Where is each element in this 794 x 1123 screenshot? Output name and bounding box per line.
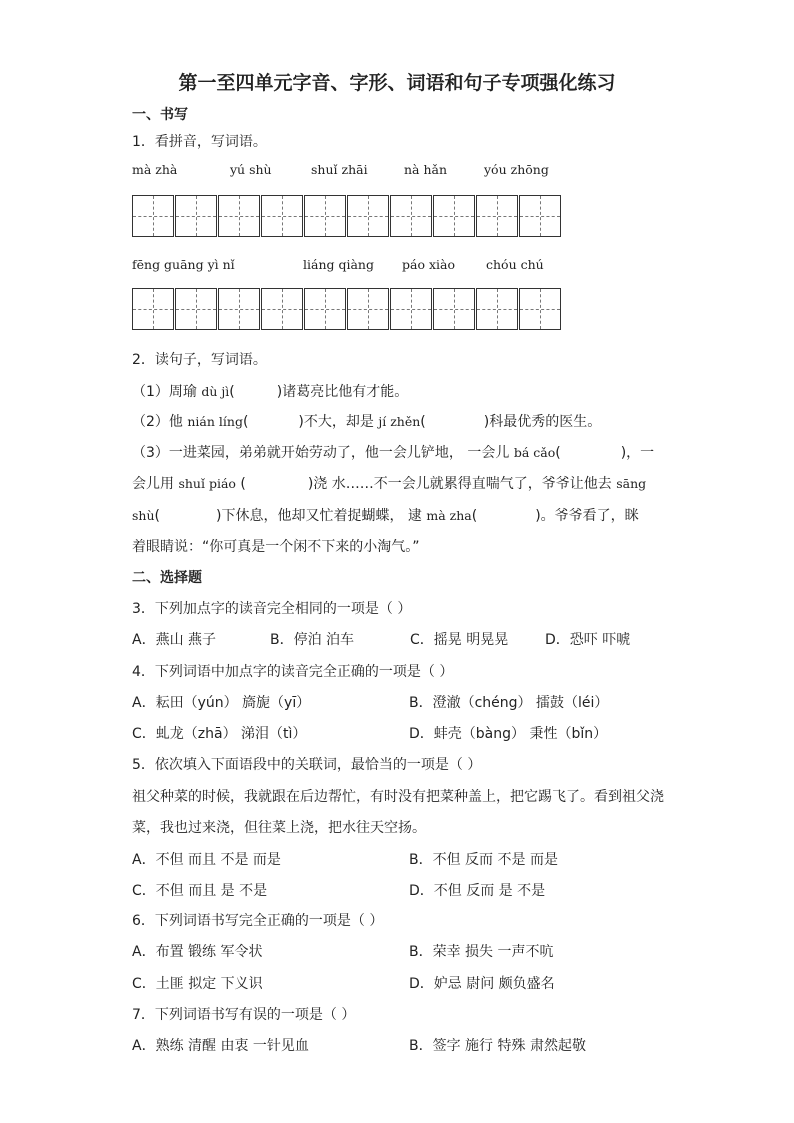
option-c[interactable]: C．摇晃 明晃晃 [410, 632, 509, 648]
writing-box[interactable] [433, 288, 475, 330]
question-1: 1．看拼音，写词语。 [132, 134, 267, 150]
pinyin-label: chóu chú [486, 257, 544, 272]
question-6: 6．下列词语书写完全正确的一项是（ ） [132, 913, 384, 929]
question-5: 5．依次填入下面语段中的关联词，最恰当的一项是（ ） [132, 757, 482, 773]
writing-grid-row-1 [132, 195, 562, 237]
blank-open: ( [420, 414, 426, 430]
sentence-3-line-4: 着眼睛说：“你可真是一个闲不下来的小淘气。” [132, 539, 420, 555]
sentence-text: （2）他 [132, 414, 183, 430]
pinyin-label: shuǐ piáo [178, 476, 236, 491]
pinyin-label: yú shù [230, 162, 272, 177]
option-b[interactable]: B．澄澈（chéng） 擂鼓（léi） [409, 695, 609, 711]
option-c[interactable]: C．土匪 拟定 下义识 [132, 976, 263, 992]
option-a[interactable]: A．不但 而且 不是 而是 [132, 852, 281, 868]
question-2: 2．读句子，写词语。 [132, 352, 267, 368]
writing-box[interactable] [390, 288, 432, 330]
sentence-3-line-2 [132, 473, 646, 493]
writing-box[interactable] [519, 288, 561, 330]
option-b[interactable]: B．签字 施行 特殊 肃然起敬 [409, 1038, 586, 1054]
writing-box[interactable] [390, 195, 432, 237]
writing-box[interactable] [261, 288, 303, 330]
sentence-3-line-1 [132, 442, 654, 462]
sentence-text: )浇 水……不一会儿就累得直喘气了，爷爷让他去 [307, 476, 612, 492]
writing-box[interactable] [132, 288, 174, 330]
pinyin-label: liáng qiàng [303, 257, 374, 272]
writing-box[interactable] [261, 195, 303, 237]
writing-box[interactable] [175, 195, 217, 237]
blank-open: ( [229, 384, 235, 400]
sentence-text: )科最优秀的医生。 [483, 414, 602, 430]
sentence-text: )，一 [620, 445, 655, 461]
sentence-3-line-3 [132, 505, 639, 525]
section-writing: 一、书写 [132, 107, 188, 123]
option-a[interactable]: A．耘田（yún） 旖旎（yī） [132, 695, 311, 711]
pinyin-label: dù jì [201, 384, 230, 399]
sentence-text: 会儿用 [132, 476, 174, 492]
writing-box[interactable] [347, 195, 389, 237]
sentence-text: )下休息，他却又忙着捉蝴蝶， 逮 [216, 508, 422, 524]
sentence-1 [132, 381, 408, 401]
question-3: 3．下列加点字的读音完全相同的一项是（ ） [132, 601, 412, 617]
blank-open: ( [242, 414, 249, 430]
pinyin-label: shuǐ zhāi [311, 162, 368, 177]
option-a[interactable]: A．燕山 燕子 [132, 632, 217, 648]
option-b[interactable]: B．不但 反而 不是 而是 [409, 852, 558, 868]
writing-box[interactable] [304, 195, 346, 237]
page-title: 第一至四单元字音、字形、词语和句子专项强化练习 [178, 72, 616, 94]
blank-open: ( [471, 508, 478, 524]
blank-open: ( [154, 508, 160, 524]
passage-line: 菜，我也过来浇，但往菜上浇，把水往天空扬。 [132, 820, 426, 836]
option-b[interactable]: B．荣幸 损失 一声不吭 [409, 944, 554, 960]
writing-box[interactable] [132, 195, 174, 237]
sentence-text: （3）一进菜园，弟弟就开始劳动了，他一会儿铲地， 一会儿 [132, 445, 510, 461]
pinyin-label: mà zha [426, 508, 472, 523]
writing-box[interactable] [218, 288, 260, 330]
option-d[interactable]: D．恐吓 吓唬 [545, 632, 631, 648]
writing-box[interactable] [519, 195, 561, 237]
writing-box[interactable] [476, 195, 518, 237]
writing-box[interactable] [476, 288, 518, 330]
option-a[interactable]: A．布置 锻练 军令状 [132, 944, 263, 960]
sentence-text: （1）周瑜 [132, 384, 197, 400]
option-d[interactable]: D．不但 反而 是 不是 [409, 883, 546, 899]
pinyin-label: yóu zhōng [484, 162, 549, 177]
sentence-text: )诸葛亮比他有才能。 [276, 384, 409, 400]
writing-grid-row-2 [132, 288, 562, 330]
writing-box[interactable] [218, 195, 260, 237]
option-d[interactable]: D．妒忌 尉问 颇负盛名 [409, 976, 555, 992]
pinyin-label: nà hǎn [404, 162, 448, 177]
option-a[interactable]: A．熟练 清醒 由衷 一针见血 [132, 1038, 309, 1054]
writing-box[interactable] [347, 288, 389, 330]
sentence-text: )。爷爷看了，眯 [535, 508, 639, 524]
blank-open: ( [555, 445, 561, 461]
pinyin-label: fēng guāng yì nǐ [132, 257, 235, 272]
option-c[interactable]: C．虬龙（zhā） 涕泪（tì） [132, 726, 307, 742]
pinyin-label: mà zhà [132, 162, 178, 177]
pinyin-label: bá cǎo [513, 445, 556, 460]
sentence-text: )不大，却是 [298, 414, 374, 430]
writing-box[interactable] [304, 288, 346, 330]
writing-box[interactable] [433, 195, 475, 237]
pinyin-label: jí zhěn [378, 414, 421, 429]
pinyin-label: shù [132, 508, 155, 523]
option-d[interactable]: D．蚌壳（bàng） 秉性（bǐn） [409, 726, 608, 742]
pinyin-label: nián líng [187, 414, 243, 429]
writing-box[interactable] [175, 288, 217, 330]
blank-open: ( [240, 476, 246, 492]
pinyin-label: sāng [616, 476, 647, 491]
section-choice: 二、选择题 [132, 570, 202, 586]
passage-line: 祖父种菜的时候，我就跟在后边帮忙，有时没有把菜种盖上，把它踢飞了。看到祖父浇 [132, 789, 664, 805]
pinyin-label: páo xiào [402, 257, 455, 272]
option-c[interactable]: C．不但 而且 是 不是 [132, 883, 268, 899]
question-7: 7．下列词语书写有误的一项是（ ） [132, 1007, 356, 1023]
option-b[interactable]: B．停泊 泊车 [270, 632, 355, 648]
sentence-2 [132, 411, 601, 431]
question-4: 4．下列词语中加点字的读音完全正确的一项是（ ） [132, 664, 454, 680]
